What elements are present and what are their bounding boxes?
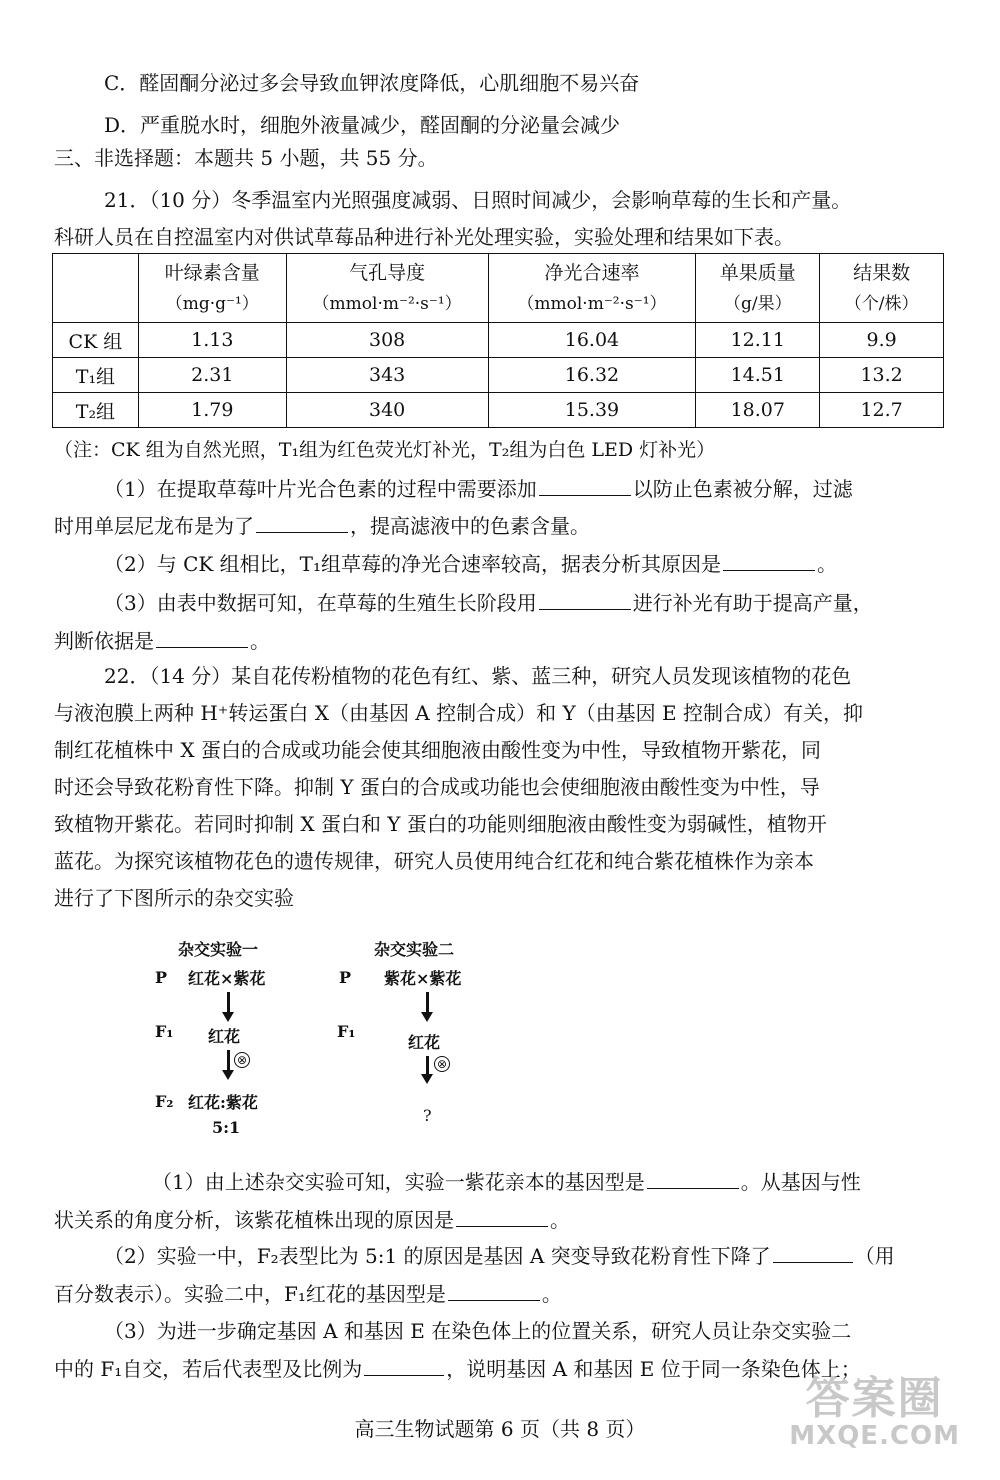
table-cell: 1.79 bbox=[138, 393, 286, 428]
header-blank bbox=[53, 254, 139, 323]
exp2-f1-label: F₁ bbox=[337, 1022, 356, 1041]
q22-2-line-2 bbox=[54, 1280, 562, 1307]
text: ，说明基因 A 和基因 E 位于同一条染色体上； bbox=[446, 1357, 861, 1381]
q22-1-line-1 bbox=[152, 1168, 861, 1195]
table-cell: 308 bbox=[286, 323, 488, 358]
answer-blank[interactable] bbox=[773, 1242, 853, 1263]
answer-blank[interactable] bbox=[539, 475, 631, 496]
table-cell: 16.04 bbox=[488, 323, 696, 358]
table-cell: CK 组 bbox=[53, 323, 139, 358]
table-cell: 9.9 bbox=[820, 323, 944, 358]
text: ，提高滤液中的色素含量。 bbox=[350, 514, 590, 538]
table-cell: 1.13 bbox=[138, 323, 286, 358]
header-net-photosynthesis: 净光合速率 （mmol·m⁻²·s⁻¹） bbox=[488, 254, 696, 323]
option-d: D．严重脱水时，细胞外液量减少，醛固酮的分泌量会减少 bbox=[104, 113, 621, 137]
exp1-ratio: 5:1 bbox=[212, 1118, 241, 1137]
text: 中的 F₁自交，若后代表型及比例为 bbox=[54, 1357, 363, 1381]
q22-intro-2: 与液泡膜上两种 H⁺转运蛋白 X（由基因 A 控制合成）和 Y（由基因 E 控制合成）有关，抑 bbox=[54, 701, 863, 725]
q21-3-line-1 bbox=[104, 589, 873, 616]
table-cell: 12.11 bbox=[696, 323, 820, 358]
exp1-f1: 红花 bbox=[208, 1027, 241, 1046]
q22-intro-4: 时还会导致花粉育性下降。抑制 Y 蛋白的合成或功能也会使细胞液由酸性变为中性，导 bbox=[54, 775, 820, 799]
option-c: C．醛固酮分泌过多会导致血钾浓度降低，心肌细胞不易兴奋 bbox=[104, 71, 640, 95]
q21-3-line-2 bbox=[54, 627, 270, 654]
table-cell: 16.32 bbox=[488, 358, 696, 393]
answer-blank[interactable] bbox=[448, 1280, 540, 1301]
q21-1-line-1 bbox=[104, 475, 853, 502]
page-footer: 高三生物试题第 6 页（共 8 页） bbox=[354, 1417, 646, 1441]
exp1-p-cross: 红花×紫花 bbox=[188, 969, 266, 988]
q22-intro-5: 致植物开紫花。若同时抑制 X 蛋白和 Y 蛋白的功能则细胞液由酸性变为弱碱性，植物开 bbox=[54, 812, 827, 836]
table-cell: 2.31 bbox=[138, 358, 286, 393]
table-cell: 15.39 bbox=[488, 393, 696, 428]
q22-2-line-1 bbox=[104, 1242, 895, 1269]
answer-blank[interactable] bbox=[539, 589, 631, 610]
table-cell: 13.2 bbox=[820, 358, 944, 393]
exp1-f2-label: F₂ bbox=[155, 1092, 174, 1111]
header-fruit-mass: 单果质量 （g/果） bbox=[696, 254, 820, 323]
text: （1）在提取草莓叶片光合色素的过程中需要添加 bbox=[104, 477, 537, 501]
arrow-down-icon bbox=[222, 1012, 234, 1022]
arrow-down-icon bbox=[421, 1012, 433, 1022]
q21-intro-1: 21．（10 分）冬季温室内光照强度减弱、日照时间减少，会影响草莓的生长和产量。 bbox=[104, 188, 852, 212]
exp1-f1-label: F₁ bbox=[155, 1022, 174, 1041]
exp1-title: 杂交实验一 bbox=[178, 940, 259, 959]
selfing-symbol-icon: ⊗ bbox=[234, 1052, 250, 1068]
table-row bbox=[53, 393, 944, 428]
text: （用 bbox=[854, 1244, 895, 1268]
q21-intro-2: 科研人员在自控温室内对供试草莓品种进行补光处理实验，实验处理和结果如下表。 bbox=[54, 225, 794, 249]
q22-1-line-2 bbox=[54, 1206, 570, 1233]
exp2-p-cross: 紫花×紫花 bbox=[384, 969, 462, 988]
arrow-down-icon bbox=[222, 1070, 234, 1080]
selfing-symbol-icon: ⊗ bbox=[434, 1056, 450, 1072]
table-cell: 12.7 bbox=[820, 393, 944, 428]
text: （1）由上述杂交实验可知，实验一紫花亲本的基因型是 bbox=[152, 1170, 645, 1194]
table-cell: T₂组 bbox=[53, 393, 139, 428]
answer-blank[interactable] bbox=[256, 512, 348, 533]
q22-intro-7: 进行了下图所示的杂交实验 bbox=[54, 886, 294, 910]
text: 进行补光有助于提高产量， bbox=[632, 591, 873, 615]
answer-blank[interactable] bbox=[364, 1355, 444, 1376]
q22-intro-1: 22．（14 分）某自花传粉植物的花色有红、紫、蓝三种，研究人员发现该植物的花色 bbox=[104, 664, 852, 688]
header-fruit-count: 结果数 （个/株） bbox=[820, 254, 944, 323]
table-cell: T₁组 bbox=[53, 358, 139, 393]
text: 状关系的角度分析，该紫花植株出现的原因是 bbox=[54, 1208, 454, 1232]
watermark-text: 答案圈 bbox=[805, 1373, 944, 1424]
text: 。 bbox=[250, 629, 270, 653]
exp2-title: 杂交实验二 bbox=[374, 940, 455, 959]
header-chlorophyll: 叶绿素含量 （mg·g⁻¹） bbox=[138, 254, 286, 323]
table-row bbox=[53, 358, 944, 393]
arrow-down-icon bbox=[421, 1074, 433, 1084]
text: 百分数表示）。实验二中，F₁红花的基因型是 bbox=[54, 1282, 446, 1306]
table-header-row bbox=[53, 254, 944, 323]
table-cell: 340 bbox=[286, 393, 488, 428]
exp2-f2-unknown: ? bbox=[423, 1106, 432, 1125]
arrow-line bbox=[227, 1050, 230, 1072]
text: 。 bbox=[541, 1282, 562, 1306]
table-row bbox=[53, 323, 944, 358]
table-cell: 343 bbox=[286, 358, 488, 393]
text: 。 bbox=[817, 552, 838, 576]
exp1-p-label: P bbox=[155, 968, 168, 987]
q22-3-line-1: （3）为进一步确定基因 A 和基因 E 在染色体上的位置关系，研究人员让杂交实验二 bbox=[104, 1319, 852, 1343]
text: 以防止色素被分解，过滤 bbox=[632, 477, 853, 501]
text: 。从基因与性 bbox=[740, 1170, 861, 1194]
answer-blank[interactable] bbox=[456, 1206, 548, 1227]
watermark-logo bbox=[789, 1373, 960, 1451]
text: 判断依据是 bbox=[54, 629, 154, 653]
exp2-p-label: P bbox=[339, 968, 352, 987]
watermark-url: MXQE.COM bbox=[789, 1421, 960, 1451]
q21-2-line bbox=[104, 550, 837, 577]
answer-blank[interactable] bbox=[723, 550, 815, 571]
table-note: （注：CK 组为自然光照，T₁组为红色荧光灯补光，T₂组为白色 LED 灯补光） bbox=[54, 439, 716, 461]
section-heading: 三、非选择题：本题共 5 小题，共 55 分。 bbox=[54, 146, 438, 170]
exp1-f2: 红花:紫花 bbox=[188, 1093, 258, 1112]
arrow-line bbox=[426, 1056, 429, 1076]
table-cell: 18.07 bbox=[696, 393, 820, 428]
text: （3）由表中数据可知，在草莓的生殖生长阶段用 bbox=[104, 591, 537, 615]
exp2-f1: 红花 bbox=[408, 1033, 441, 1052]
arrow-line bbox=[426, 992, 429, 1014]
experiment-table bbox=[52, 253, 944, 428]
text: 。 bbox=[550, 1208, 570, 1232]
header-stomatal: 气孔导度 （mmol·m⁻²·s⁻¹） bbox=[286, 254, 488, 323]
answer-blank[interactable] bbox=[156, 627, 248, 648]
q22-intro-3: 制红花植株中 X 蛋白的合成或功能会使其细胞液由酸性变为中性，导致植物开紫花，同 bbox=[54, 738, 821, 762]
table-cell: 14.51 bbox=[696, 358, 820, 393]
q21-1-line-2 bbox=[54, 512, 590, 539]
text: （2）与 CK 组相比，T₁组草莓的净光合速率较高，据表分析其原因是 bbox=[104, 552, 722, 576]
answer-blank[interactable] bbox=[647, 1168, 739, 1189]
arrow-line bbox=[227, 992, 230, 1014]
text: 时用单层尼龙布是为了 bbox=[54, 514, 254, 538]
q22-3-line-2 bbox=[54, 1355, 861, 1382]
q22-intro-6: 蓝花。为探究该植物花色的遗传规律，研究人员使用纯合红花和纯合紫花植株作为亲本 bbox=[54, 849, 814, 873]
text: （2）实验一中，F₂表型比为 5:1 的原因是基因 A 突变导致花粉育性下降了 bbox=[104, 1244, 771, 1268]
